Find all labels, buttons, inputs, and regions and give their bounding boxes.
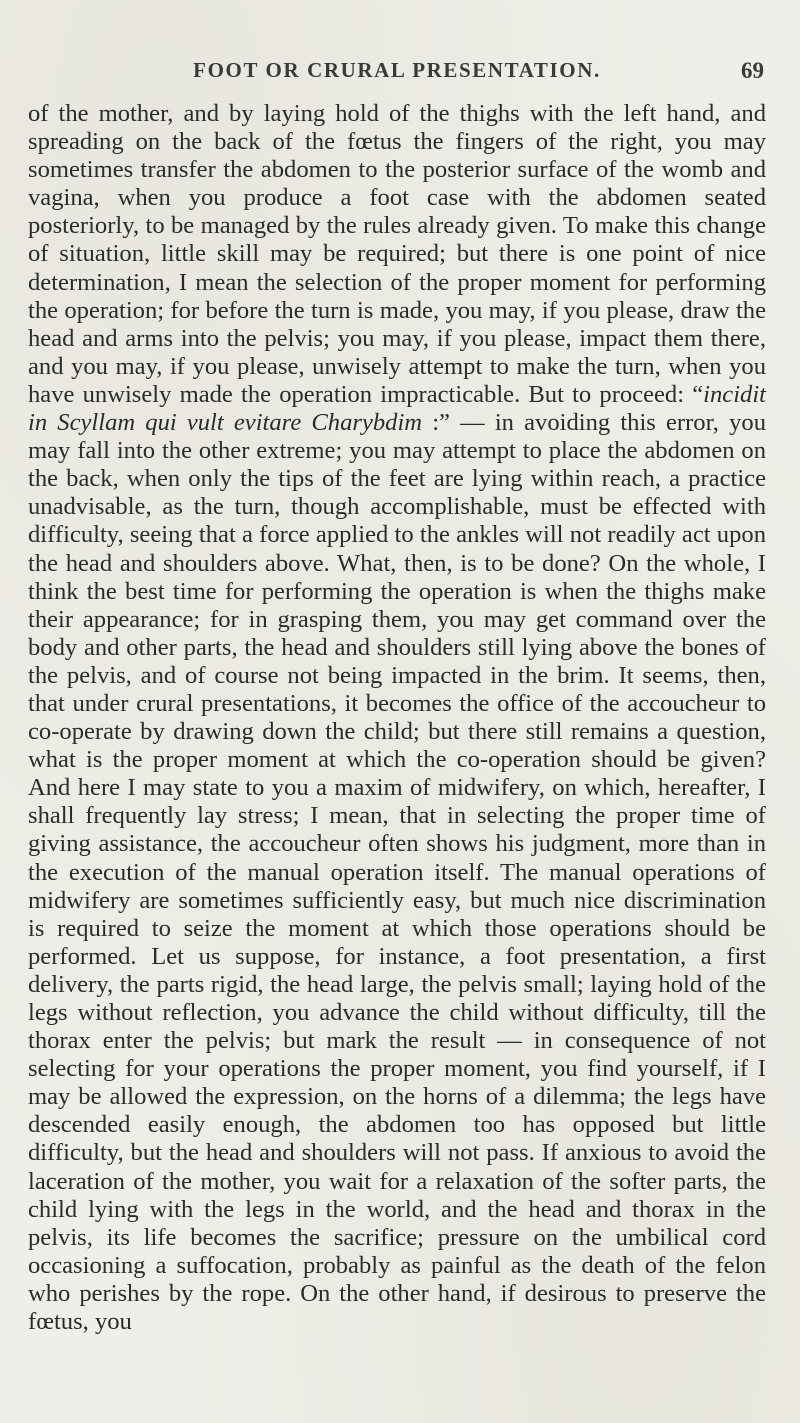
running-head: [28, 0, 766, 92]
latin-quotation: incidit in Scyllam qui vult evitare Charybdim: [28, 380, 766, 437]
page-number: 69: [741, 58, 764, 83]
body-text-part-2: :” — in avoiding this error, you may fall into the other extreme; you may attempt to place the abdomen on the back, when only the tips of the feet are lying within reach, a practice unadvisable, as the turn, though accomplishable, must be effected with difficulty, seeing that a force applied to the ankles will not readily act upon the head and shoulders above. What, then, is to be done? On the whole, I think the best time for performing the operation is when the thighs make their appearance; for in grasping them, you may get command over the body and other parts, the head and shoulders still lying above the bones of the pelvis, and of course not being impacted in the brim. It seems, then, that under crural presentations, it becomes the office of the accoucheur to co-operate by drawing down the child; but there still remains a question, what is the proper moment at which the co-operation should be given? And here I may state to you a maxim of midwifery, on which, hereafter, I shall frequently lay stress; I mean, that in selecting the proper time of giving assistance, the accoucheur often shows his judgment, more than in the execution of the manual operation itself. The manual operations of midwifery are sometimes sufficiently easy, but much nice discrimination is required to seize the moment at which those operations should be performed. Let us suppose, for instance, a foot presentation, a first delivery, the parts rigid, the head large, the pelvis small; laying hold of the legs without reflection, you advance the child without difficulty, till the thorax enter the pelvis; but mark the result — in consequence of not selecting for your operations the proper moment, you find yourself, if I may be allowed the expression, on the horns of a dilemma; the legs have descended easily enough, the abdomen too has opposed but little difficulty, but the head and shoulders will not pass. If anxious to avoid the laceration of the mother, you wait for a relaxation of the softer parts, the child lying with the legs in the world, and the head and thorax in the pelvis, its life becomes the sacrifice; pressure on the umbilical cord occasioning a suffocation, probably as painful as the death of the felon who perishes by the rope. On the other hand, if desirous to preserve the fœtus, you: [28, 409, 766, 1336]
body-paragraph: [28, 100, 766, 1336]
body-text-part-1: of the mother, and by laying hold of the thighs with the left hand, and spreading on the back of the fœtus the fingers of the right, you may sometimes transfer the abdomen to the posterior surface of the womb and vagina, when you produce a foot case with the abdomen seated posteriorly, to be managed by the rules already given. To make this change of situation, little skill may be required; but there is one point of nice determination, I mean the selection of the proper moment for performing the operation; for before the turn is made, you may, if you please, draw the head and arms into the pelvis; you may, if you please, impact them there, and you may, if you please, unwisely attempt to make the turn, when you have unwisely made the operation impracticable. But to proceed: “: [28, 100, 766, 408]
running-title: FOOT OR CRURAL PRESENTATION.: [193, 58, 601, 82]
